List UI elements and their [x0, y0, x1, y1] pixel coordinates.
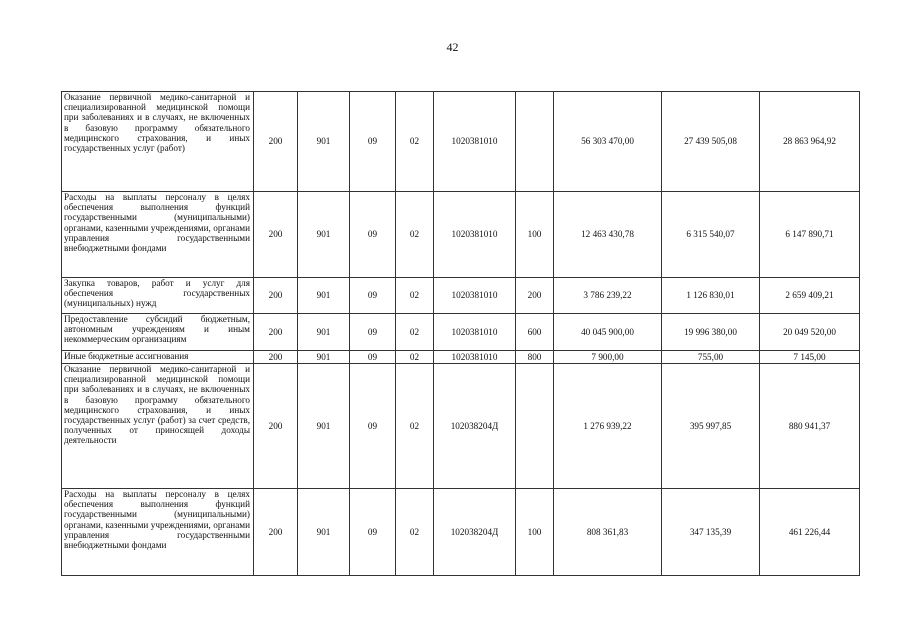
amount-remaining: 2 659 409,21: [760, 278, 860, 314]
target-article-code: 1020381010: [434, 192, 516, 278]
subsection-code: 02: [396, 351, 434, 364]
row-description: Закупка товаров, работ и услуг для обеспечения государственных (муниципальных) нужд: [62, 278, 254, 314]
section-code: 09: [350, 314, 396, 351]
amount-remaining: 20 049 520,00: [760, 314, 860, 351]
amount-remaining: 28 863 964,92: [760, 92, 860, 192]
amount-total: 7 900,00: [554, 351, 662, 364]
ministry-code: 901: [298, 364, 350, 489]
amount-total: 808 361,83: [554, 489, 662, 576]
amount-executed: 755,00: [662, 351, 760, 364]
target-article-code: 102038204Д: [434, 489, 516, 576]
subsection-code: 02: [396, 278, 434, 314]
subsection-code: 02: [396, 192, 434, 278]
ministry-code: 901: [298, 314, 350, 351]
amount-total: 1 276 939,22: [554, 364, 662, 489]
subsection-code: 02: [396, 489, 434, 576]
amount-executed: 19 996 380,00: [662, 314, 760, 351]
amount-remaining: 7 145,00: [760, 351, 860, 364]
row-description: Иные бюджетные ассигнования: [62, 351, 254, 364]
page-number: 42: [446, 40, 459, 54]
target-article-code: 1020381010: [434, 278, 516, 314]
chapter-code: 200: [254, 364, 298, 489]
subsection-code: 02: [396, 314, 434, 351]
table-row: [62, 351, 860, 364]
amount-remaining: 880 941,37: [760, 364, 860, 489]
row-description: Расходы на выплаты персоналу в целях обеспечения выполнения функций государственными (муниципальными) органами, казенными учреждениями, органами управления государственными внебюджетными фондами: [62, 192, 254, 278]
section-code: 09: [350, 278, 396, 314]
table-row: [62, 192, 860, 278]
chapter-code: 200: [254, 192, 298, 278]
row-description: Предоставление субсидий бюджетным, автономным учреждениям и иным некоммерческим организациям: [62, 314, 254, 351]
amount-remaining: 461 226,44: [760, 489, 860, 576]
row-description: Оказание первичной медико-санитарной и специализированной медицинской помощи при заболеваниях и в случаях, не включенных в базовую программу обязательного медицинского страхования, и иных государственных услуг (работ): [62, 92, 254, 192]
expense-type-code: [516, 92, 554, 192]
chapter-code: 200: [254, 351, 298, 364]
amount-executed: 27 439 505,08: [662, 92, 760, 192]
table-row: [62, 278, 860, 314]
amount-total: 40 045 900,00: [554, 314, 662, 351]
ministry-code: 901: [298, 92, 350, 192]
amount-executed: 395 997,85: [662, 364, 760, 489]
table-row: [62, 92, 860, 192]
ministry-code: 901: [298, 192, 350, 278]
amount-executed: 347 135,39: [662, 489, 760, 576]
ministry-code: 901: [298, 278, 350, 314]
subsection-code: 02: [396, 364, 434, 489]
ministry-code: 901: [298, 351, 350, 364]
section-code: 09: [350, 351, 396, 364]
section-code: 09: [350, 92, 396, 192]
budget-table: [61, 91, 860, 576]
row-description: Расходы на выплаты персоналу в целях обеспечения выполнения функций государственными (муниципальными) органами, казенными учреждениями, органами управления государственными внебюджетными фондами: [62, 489, 254, 576]
amount-total: 56 303 470,00: [554, 92, 662, 192]
section-code: 09: [350, 489, 396, 576]
target-article-code: 1020381010: [434, 351, 516, 364]
expense-type-code: 800: [516, 351, 554, 364]
chapter-code: 200: [254, 92, 298, 192]
amount-total: 12 463 430,78: [554, 192, 662, 278]
amount-total: 3 786 239,22: [554, 278, 662, 314]
table-row: [62, 364, 860, 489]
chapter-code: 200: [254, 278, 298, 314]
section-code: 09: [350, 364, 396, 489]
expense-type-code: 100: [516, 489, 554, 576]
target-article-code: 1020381010: [434, 314, 516, 351]
table-row: [62, 314, 860, 351]
chapter-code: 200: [254, 314, 298, 351]
row-description: Оказание первичной медико-санитарной и специализированной медицинской помощи при заболеваниях и в случаях, не включенных в базовую программу обязательного медицинского страхования, и иных государственных услуг (работ) за счет средств, полученных от приносящей доходы деятельности: [62, 364, 254, 489]
amount-remaining: 6 147 890,71: [760, 192, 860, 278]
subsection-code: 02: [396, 92, 434, 192]
table-row: [62, 489, 860, 576]
chapter-code: 200: [254, 489, 298, 576]
expense-type-code: [516, 364, 554, 489]
target-article-code: 1020381010: [434, 92, 516, 192]
target-article-code: 102038204Д: [434, 364, 516, 489]
expense-type-code: 600: [516, 314, 554, 351]
expense-type-code: 100: [516, 192, 554, 278]
section-code: 09: [350, 192, 396, 278]
amount-executed: 1 126 830,01: [662, 278, 760, 314]
expense-type-code: 200: [516, 278, 554, 314]
budget-table-body: [62, 92, 860, 576]
amount-executed: 6 315 540,07: [662, 192, 760, 278]
ministry-code: 901: [298, 489, 350, 576]
